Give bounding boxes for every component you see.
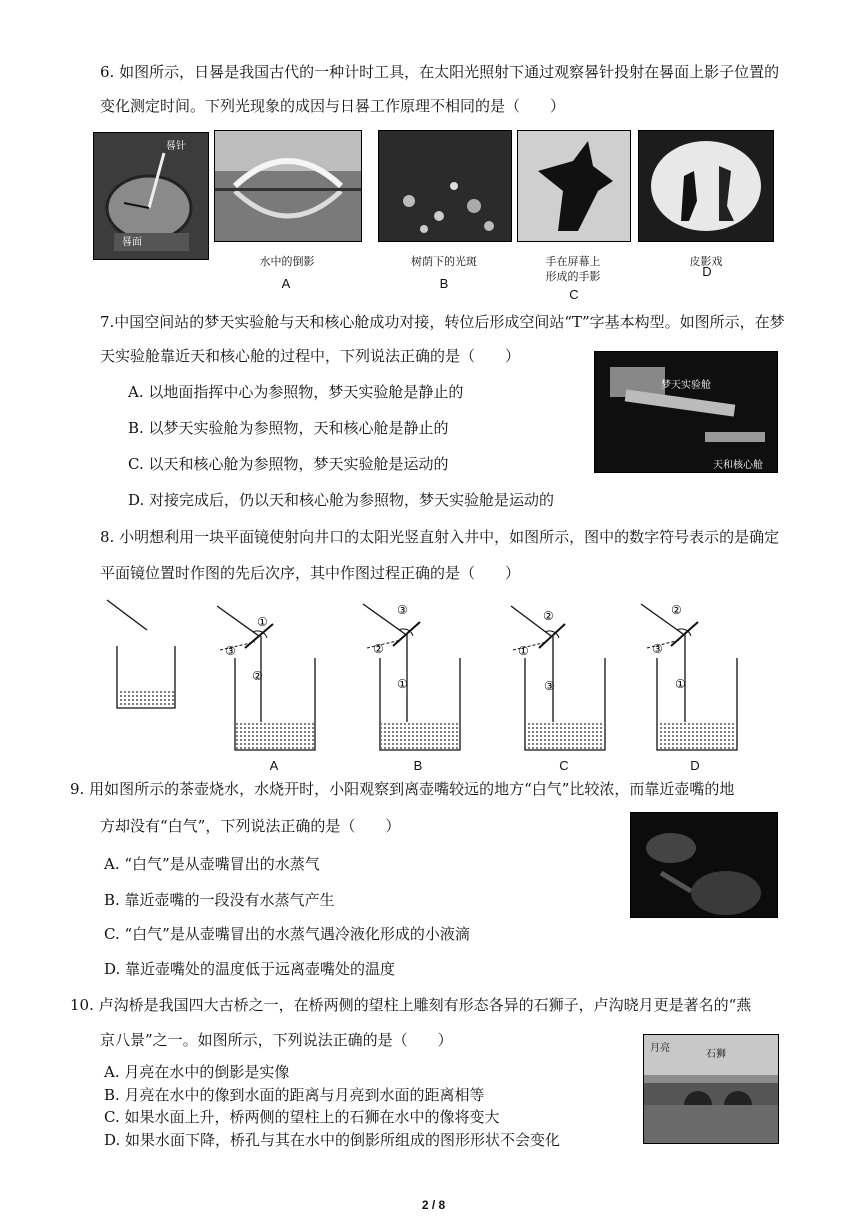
q9-option-c: C. “白气”是从壶嘴冒出的水蒸气遇冷液化形成的小液滴 [104, 925, 470, 943]
q7-option-d: D. 对接完成后，仍以天和核心舱为参照物，梦天实验舱是运动的 [128, 491, 555, 509]
caption-b: 树荫下的光斑 [411, 255, 477, 268]
q8-line-1: 8. 小明想利用一块平面镜使射向井口的太阳光竖直射入井中，如图所示，图中的数字符号表示的是确定 [100, 528, 780, 546]
a-step-2: ③ [225, 644, 236, 658]
c-step-3: ③ [544, 679, 555, 693]
hand-shadow-photo [517, 130, 631, 242]
stone-lion-label: 石狮 [706, 1049, 726, 1060]
shadow-play-image [639, 131, 773, 241]
teapot-photo [630, 812, 778, 918]
q6-label-c: C [569, 287, 579, 302]
dial-face-label: 晷面 [122, 237, 142, 248]
q8-label-a: A [269, 758, 279, 773]
a-step-1: ① [257, 615, 268, 629]
q7-option-a: A. 以地面指挥中心为参照物，梦天实验舱是静止的 [128, 383, 464, 401]
diagram-option-b [363, 603, 460, 750]
space-station-image [595, 352, 777, 472]
caption-a: 水中的倒影 [259, 255, 315, 268]
q8-label-b: B [413, 758, 423, 773]
mengtian-label: 梦天实验舱 [661, 380, 711, 391]
tree-shade-photo [378, 130, 512, 242]
q7-option-b: B. 以梦天实验舱为参照物，天和核心舱是静止的 [128, 419, 449, 437]
q10-line-2: 京八景”之一。如图所示，下列说法正确的是（ ） [100, 1031, 453, 1049]
q10-option-b: B. 月亮在水中的像到水面的距离与月亮到水面的距离相等 [104, 1086, 485, 1104]
light-spots-image [379, 131, 511, 241]
b-step-3: ① [397, 677, 408, 691]
c-step-2: ① [518, 644, 529, 658]
q9-line-2: 方却没有“白气”，下列说法正确的是（ ） [100, 817, 401, 835]
diagram-option-a [217, 606, 315, 750]
q7-line-1: 7.中国空间站的梦天实验舱与天和核心舱成功对接，转位后形成空间站“T”字基本构型。如图所示，在梦 [100, 313, 785, 331]
d-step-3: ① [675, 677, 686, 691]
diagram-option-c [511, 606, 605, 750]
moon-label: 月亮 [650, 1043, 670, 1054]
q6-label-a: A [281, 276, 291, 291]
mirror-diagrams [95, 598, 775, 768]
q9-line-1: 9. 用如图所示的茶壶烧水，水烧开时，小阳观察到离壶嘴较远的地方“白气”比较浓，而靠近壶嘴的地 [70, 780, 735, 798]
caption-c-line1: 手在屏幕上 [545, 255, 601, 268]
lugou-bridge-photo [643, 1034, 779, 1144]
q9-option-b: B. 靠近壶嘴的一段没有水蒸气产生 [104, 891, 335, 909]
page-number: 2 / 8 [421, 1198, 446, 1212]
tianhe-label: 天和核心舱 [713, 460, 763, 471]
q7-option-c: C. 以天和核心舱为参照物，梦天实验舱是运动的 [128, 455, 449, 473]
c-step-1: ② [543, 609, 554, 623]
q10-option-c: C. 如果水面上升，桥两侧的望柱上的石狮在水中的像将变大 [104, 1108, 500, 1126]
q9-option-a: A. “白气”是从壶嘴冒出的水蒸气 [104, 855, 320, 873]
shadow-play-photo [638, 130, 774, 242]
q10-option-d: D. 如果水面下降，桥孔与其在水中的倒影所组成的图形形状不会变化 [104, 1131, 561, 1149]
b-step-2: ② [373, 642, 384, 656]
caption-d: 皮影戏 [689, 255, 723, 268]
bridge-reflection-image [215, 131, 361, 241]
sundial-photo [93, 132, 209, 260]
water-reflection-photo [214, 130, 362, 242]
q10-option-a: A. 月亮在水中的倒影是实像 [104, 1063, 290, 1081]
q8-label-d: D [690, 758, 700, 773]
q9-option-d: D. 靠近壶嘴处的温度低于远离壶嘴处的温度 [104, 960, 396, 978]
diagram-option-d [641, 603, 737, 750]
q8-label-c: C [559, 758, 569, 773]
q8-line-2: 平面镜位置时作图的先后次序，其中作图过程正确的是（ ） [100, 564, 521, 582]
caption-c-line2: 形成的手影 [545, 270, 601, 283]
q6-label-d: D [702, 264, 712, 279]
a-step-3: ② [252, 669, 263, 683]
hand-shadow-image [518, 131, 630, 241]
q10-line-1: 10. 卢沟桥是我国四大古桥之一，在桥两侧的望柱上雕刻有形态各异的石狮子，卢沟晓月更是著名的“燕 [70, 996, 752, 1014]
b-step-1: ③ [397, 603, 408, 617]
q7-line-2: 天实验舱靠近天和核心舱的过程中，下列说法正确的是（ ） [100, 347, 521, 365]
q6-line-1: 6. 如图所示，日晷是我国古代的一种计时工具，在太阳光照射下通过观察晷针投射在晷面上影子位置的 [100, 63, 780, 81]
gnomon-label: 晷针 [166, 141, 186, 152]
sundial-image [94, 133, 208, 259]
q6-label-b: B [439, 276, 449, 291]
d-step-2: ③ [652, 642, 663, 656]
d-step-1: ② [671, 603, 682, 617]
q6-line-2: 变化测定时间。下列光现象的成因与日晷工作原理不相同的是（ ） [100, 97, 566, 115]
teapot-image [631, 813, 777, 917]
original-well-diagram [107, 600, 175, 708]
space-station-photo [594, 351, 778, 473]
